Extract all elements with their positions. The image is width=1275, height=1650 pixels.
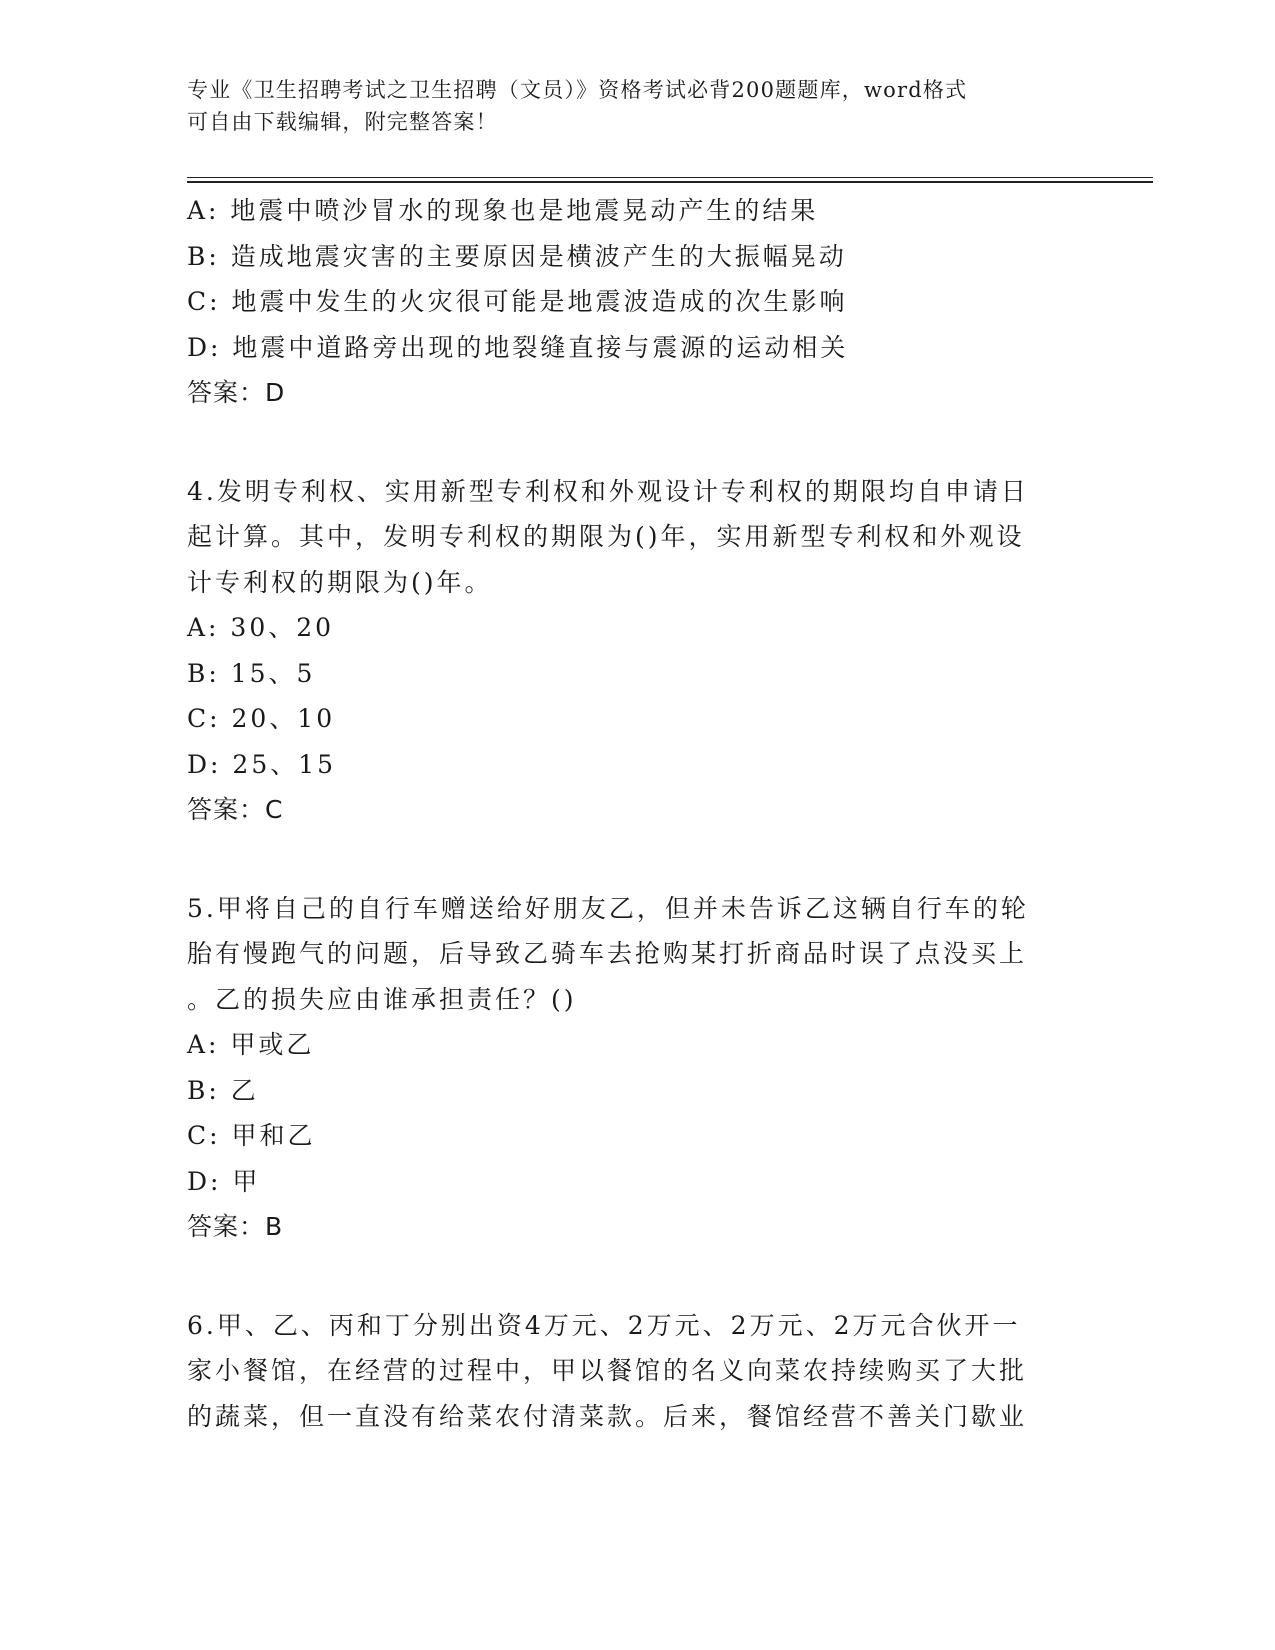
- option-c: C: 甲和乙: [187, 1121, 316, 1150]
- option-d: D: 25、15: [187, 749, 337, 779]
- question-stem-line: 的蔬菜，但一直没有给菜农付清菜款。后来，餐馆经营不善关门歇业: [187, 1401, 1028, 1431]
- option-b: B: 造成地震灾害的主要原因是横波产生的大振幅晃动: [187, 241, 847, 271]
- option-a: A: 甲或乙: [187, 1030, 315, 1059]
- header-title-line-2: 可自由下载编辑，附完整答案！: [187, 110, 498, 134]
- option-b: B: 乙: [187, 1075, 259, 1105]
- question-stem-line: 计专利权的期限为()年。: [187, 567, 493, 597]
- option-c: C: 20、10: [187, 704, 336, 733]
- question-6: [187, 1303, 1067, 1440]
- question-stem-line: 起计算。其中，发明专利权的期限为()年，实用新型专利权和外观设: [187, 522, 1025, 551]
- question-stem-line: 家小餐馆，在经营的过程中，甲以餐馆的名义向菜农持续购买了大批: [187, 1356, 1028, 1385]
- question-stem-line: 5.甲将自己的自行车赠送给好朋友乙，但并未告诉乙这辆自行车的轮: [187, 893, 1029, 923]
- question-5: [187, 886, 1067, 1250]
- answer-line: 答案：D: [187, 378, 286, 407]
- answer-line: 答案：B: [187, 1212, 284, 1241]
- question-stem-line: 6.甲、乙、丙和丁分别出资4万元、2万元、2万元、2万元合伙开一: [187, 1310, 1021, 1340]
- question-4: [187, 469, 1067, 833]
- answer-line: 答案：C: [187, 795, 284, 824]
- question-content: [187, 188, 1067, 1439]
- question-stem-line: 胎有慢跑气的问题，后导致乙骑车去抢购某打折商品时误了点没买上: [187, 939, 1028, 968]
- document-header: [187, 74, 1067, 138]
- option-d: D: 甲: [187, 1166, 261, 1196]
- question-stem-line: 。乙的损失应由谁承担责任？(): [187, 984, 577, 1014]
- option-a: A: 地震中喷沙冒水的现象也是地震晃动产生的结果: [187, 196, 819, 225]
- question-3: [187, 188, 1067, 416]
- question-spacer: [187, 416, 1067, 469]
- option-b: B: 15、5: [187, 658, 316, 688]
- question-spacer: [187, 833, 1067, 886]
- question-stem-line: 4.发明专利权、实用新型专利权和外观设计专利权的期限均自申请日: [187, 476, 1029, 506]
- option-d: D: 地震中道路旁出现的地裂缝直接与震源的运动相关: [187, 332, 849, 362]
- header-rule-thin: [187, 177, 1153, 178]
- option-a: A: 30、20: [187, 613, 335, 642]
- question-spacer: [187, 1250, 1067, 1303]
- header-rule-thick: [187, 181, 1153, 183]
- header-title-line-1: 专业《卫生招聘考试之卫生招聘（文员）》资格考试必背200题题库，word格式: [187, 78, 968, 102]
- option-c: C: 地震中发生的火灾很可能是地震波造成的次生影响: [187, 287, 848, 316]
